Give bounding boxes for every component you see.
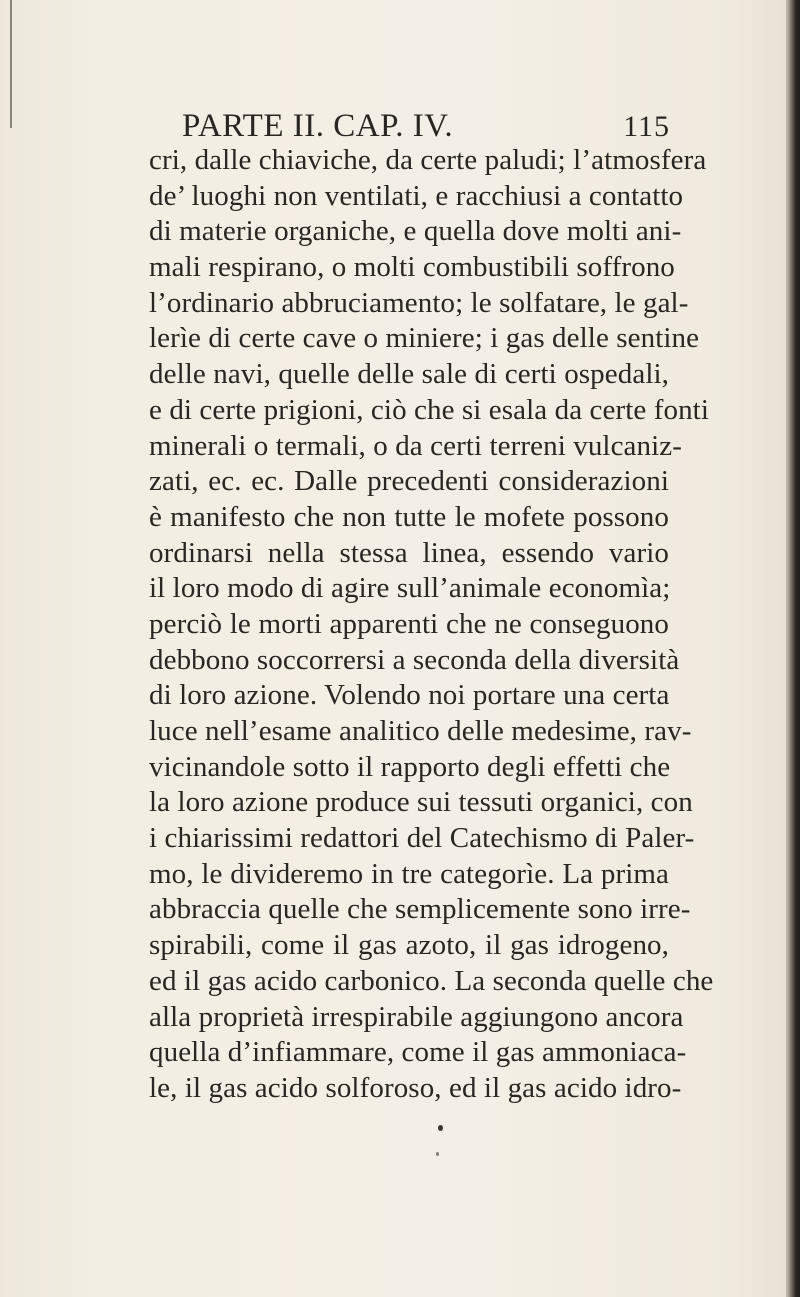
text-line: e di certe prigioni, ciò che si esala da certe fonti <box>149 393 709 426</box>
text-line: vicinandole sotto il rapporto degli effetti che <box>149 750 671 783</box>
page-edge-highlight <box>786 0 788 1297</box>
text-line: è manifesto che non tutte le mofete possono <box>149 500 669 533</box>
text-line: quella d’infiammare, come il gas ammoniaca- <box>149 1036 687 1069</box>
text-line: ed il gas acido carbonico. La seconda quelle che <box>149 964 714 997</box>
text-line: perciò le morti apparenti che ne conseguono <box>149 607 669 640</box>
page-edge-shadow <box>786 0 800 1297</box>
text-line: delle navi, quelle delle sale di certi ospedali, <box>149 358 669 391</box>
text-line: abbraccia quelle che semplicemente sono irre- <box>149 893 691 926</box>
text-line: i chiarissimi redattori del Catechismo di Paler- <box>149 822 695 855</box>
body-text <box>149 143 714 1107</box>
text-line: le, il gas acido solforoso, ed il gas acido idro- <box>149 1071 682 1104</box>
text-line: spirabili, come il gas azoto, il gas idrogeno, <box>149 929 669 962</box>
text-line: l’ordinario abbruciamento; le solfatare, le gal- <box>149 286 689 319</box>
text-line: di loro azione. Volendo noi portare una certa <box>149 679 670 712</box>
text-line: alla proprietà irrespirabile aggiungono ancora <box>149 1000 684 1033</box>
text-line: mo, le divideremo in tre categorìe. La prima <box>149 857 669 890</box>
text-line: luce nell’esame analitico delle medesime, rav- <box>149 715 692 747</box>
text-line: ordinarsi nella stessa linea, essendo vario <box>149 536 669 569</box>
text-line: zati, ec. ec. Dalle precedenti considerazioni <box>149 465 669 498</box>
ink-speck <box>436 1152 439 1156</box>
page-number: 115 <box>623 110 670 143</box>
text-line: lerìe di certe cave o miniere; i gas delle sentine <box>149 322 700 355</box>
text-line: de’ luoghi non ventilati, e racchiusi a contatto <box>149 179 684 212</box>
text-line: mali respirano, o molti combustibili soffrono <box>149 251 675 284</box>
text-line: il loro modo di agire sull’animale economìa; <box>149 572 671 605</box>
text-line: di materie organiche, e quella dove molti ani- <box>149 215 682 248</box>
ink-speck <box>438 1125 443 1131</box>
text-line: minerali o termali, o da certi terreni vulcaniz- <box>149 429 683 462</box>
running-head-title: PARTE II. CAP. IV. <box>182 108 454 144</box>
text-line: cri, dalle chiaviche, da certe paludi; l’atmosfera <box>149 144 707 176</box>
gutter-line <box>10 0 12 128</box>
text-line: la loro azione produce sui tessuti organici, con <box>149 786 693 819</box>
text-line: debbono soccorrersi a seconda della diversità <box>149 643 680 676</box>
